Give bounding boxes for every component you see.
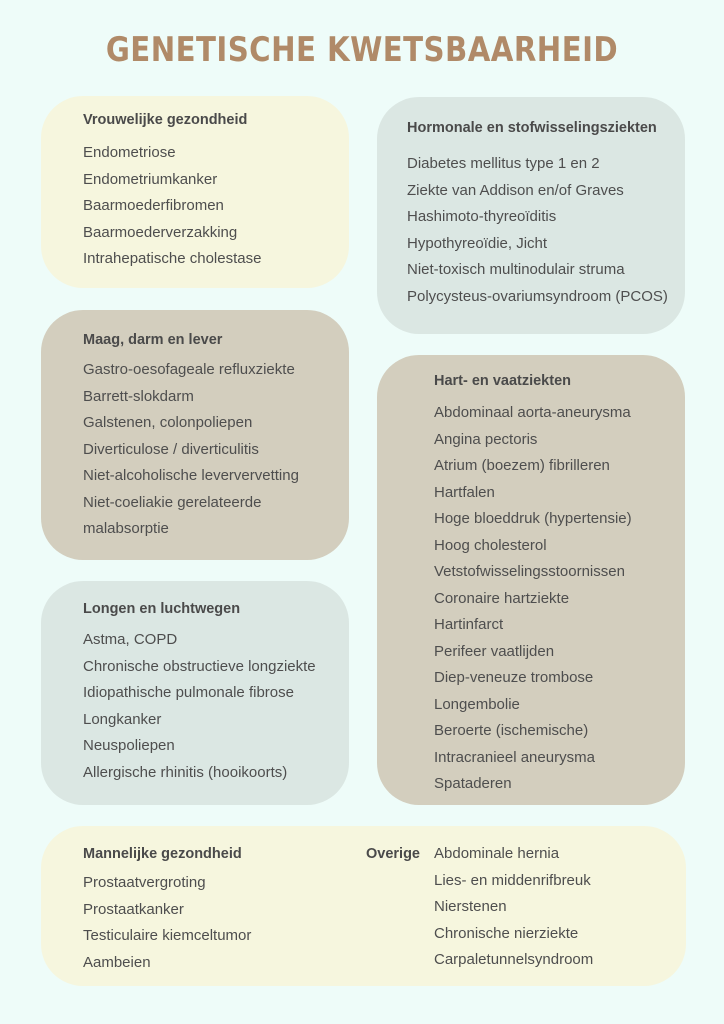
condition-list — [407, 151, 685, 310]
section-title: Vrouwelijke gezondheid — [83, 112, 248, 128]
condition-list — [83, 357, 349, 543]
list-item: Endometriumkanker — [83, 170, 218, 188]
condition-list — [83, 140, 349, 273]
section-mens-health-and-other — [41, 826, 686, 986]
list-item: Coronaire hartziekte — [434, 589, 570, 607]
list-item: Perifeer vaatlijden — [434, 642, 555, 660]
list-item: Gastro-oesofageale refluxziekte — [83, 361, 295, 378]
list-item: Allergische rhinitis (hooikoorts) — [83, 763, 288, 781]
list-item: Longkanker — [83, 710, 162, 728]
list-item: Idiopathische pulmonale fibrose — [83, 684, 294, 701]
list-item: Neuspoliepen — [83, 737, 175, 754]
list-item: Beroerte (ischemische) — [434, 722, 589, 739]
list-item: Aambeien — [83, 953, 151, 971]
list-item: Astma, COPD — [83, 631, 178, 648]
list-item: Longembolie — [434, 695, 520, 713]
section-stomach-gut-liver — [41, 310, 349, 560]
list-item: malabsorptie — [83, 520, 169, 537]
list-item: Prostaatkanker — [83, 900, 184, 918]
section-title: Hart- en vaatziekten — [434, 373, 571, 389]
list-item: Galstenen, colonpoliepen — [83, 414, 253, 431]
list-item: Vetstofwisselingsstoornissen — [434, 563, 625, 580]
list-item: Abdominaal aorta-aneurysma — [434, 404, 631, 421]
section-heart-vascular — [377, 355, 685, 805]
list-item: Atrium (boezem) fibrilleren — [434, 457, 610, 474]
condition-list — [83, 627, 349, 786]
section-title-other: Overige — [366, 846, 420, 862]
section-hormonal-metabolic — [377, 97, 685, 334]
list-item: Angina pectoris — [434, 430, 538, 448]
list-item: Baarmoederverzakking — [83, 223, 238, 241]
list-item: Spataderen — [434, 775, 512, 792]
condition-list — [434, 400, 685, 798]
list-item: Hoge bloeddruk (hypertensie) — [434, 510, 632, 527]
list-item: Hashimoto-thyreoïditis — [407, 208, 557, 225]
section-title: Mannelijke gezondheid — [83, 846, 242, 862]
list-item: Niet-coeliakie gerelateerde — [83, 493, 262, 511]
section-lungs-airways — [41, 581, 349, 805]
list-item: Diabetes mellitus type 1 en 2 — [407, 155, 600, 172]
list-item: Polycysteus-ovariumsyndroom (PCOS) — [407, 287, 668, 305]
list-item: Endometriose — [83, 144, 176, 161]
list-item: Hoog cholesterol — [434, 536, 547, 554]
list-item: Chronische obstructieve longziekte — [83, 657, 316, 675]
section-title: Hormonale en stofwisselingsziekten — [407, 120, 657, 136]
condition-list-other — [434, 841, 593, 974]
list-item: Hypothyreoïdie, Jicht — [407, 234, 548, 252]
list-item: Intrahepatische cholestase — [83, 250, 262, 267]
section-womens-health — [41, 96, 349, 288]
page-title: GENETISCHE KWETSBAARHEID — [105, 30, 619, 70]
mens-health-column — [83, 844, 251, 976]
list-item: Ziekte van Addison en/of Graves — [407, 181, 624, 199]
list-item: Baarmoederfibromen — [83, 197, 224, 214]
list-item: Prostaatvergroting — [83, 874, 206, 891]
list-item: Hartinfarct — [434, 616, 504, 633]
section-title: Maag, darm en lever — [83, 332, 223, 348]
condition-list — [83, 870, 251, 976]
list-item: Abdominale hernia — [434, 845, 560, 862]
list-item: Nierstenen — [434, 898, 507, 915]
list-item: Niet-alcoholische leververvetting — [83, 467, 299, 484]
list-item: Lies- en middenrifbreuk — [434, 871, 591, 889]
list-item: Carpaletunnelsyndroom — [434, 951, 594, 968]
list-item: Testiculaire kiemceltumor — [83, 927, 252, 944]
list-item: Diverticulose / diverticulitis — [83, 440, 259, 458]
list-item: Hartfalen — [434, 483, 495, 501]
list-item: Intracranieel aneurysma — [434, 748, 595, 766]
list-item: Barrett-slokdarm — [83, 387, 194, 405]
list-item: Chronische nierziekte — [434, 924, 579, 942]
section-title: Longen en luchtwegen — [83, 601, 241, 617]
list-item: Diep-veneuze trombose — [434, 669, 594, 686]
list-item: Niet-toxisch multinodulair struma — [407, 261, 625, 278]
